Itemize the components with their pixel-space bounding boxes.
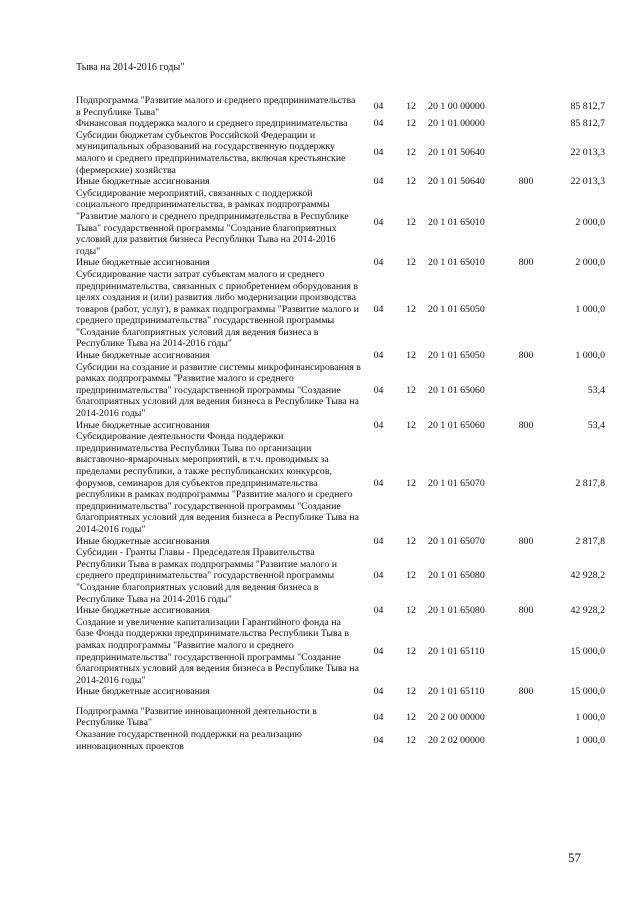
- row-section-code: 04: [373, 350, 384, 362]
- row-target-item-code: 20 1 01 65060: [428, 384, 485, 396]
- row-expense-type-code: 800: [518, 257, 534, 269]
- table-row: [74, 431, 605, 535]
- row-subsection-code: 12: [406, 147, 416, 159]
- row-expense-type-code: [507, 95, 543, 118]
- row-amount: 85 812,7: [570, 118, 605, 130]
- row-target-item-code: 20 1 01 65010: [428, 257, 485, 269]
- row-section-code: 04: [373, 118, 384, 130]
- row-subsection-code: 12: [406, 477, 416, 489]
- row-subsection-code: 12: [406, 419, 416, 431]
- row-section-code: 04: [373, 645, 384, 657]
- row-name: Субсидирование мероприятий, связанных с поддержкой социального предпринимательства, в рамках подпрограммы "Развитие малого и среднего предпринимательства в Республике Тыва" государственной программы "Создание благоприятных условий для развития бизнеса Республики Тыва на 2014-2016 годы": [76, 187, 349, 257]
- row-expense-type-code: [507, 188, 543, 258]
- table-row: [74, 188, 605, 258]
- row-section-code: 04: [373, 100, 384, 112]
- row-amount: 1 000,0: [575, 711, 605, 723]
- row-expense-type-code: 800: [518, 350, 534, 362]
- row-target-item-code: 20 1 01 65050: [428, 350, 485, 362]
- row-target-item-code: 20 1 01 50640: [428, 147, 485, 159]
- row-name: Субсидии на создание и развитие системы микрофинансирования в рамках подпрограммы "Развитие малого и среднего предпринимательства" государственной программы "Создание благоприятных условий для ведения бизнеса в Республике Тыва на 2014-2016 годы": [76, 361, 361, 420]
- row-name: Иные бюджетные ассигнования: [76, 535, 210, 547]
- table-row: [74, 617, 605, 687]
- row-expense-type-code: [507, 547, 543, 605]
- row-name: Иные бюджетные ассигнования: [76, 686, 210, 698]
- row-expense-type-code: [507, 130, 543, 176]
- row-name: Иные бюджетные ассигнования: [76, 350, 210, 362]
- row-name: Создание и увеличение капитализации Гарантийного фонда на базе Фонда поддержки предпринимательства Республики Тыва в рамках подпрограммы "Развитие малого и среднего предпринимательства" государственной программы "Создание благоприятных условий для ведения бизнеса в Республике Тыва на 2014-2016 годы": [76, 616, 359, 686]
- row-target-item-code: 20 1 01 65080: [428, 605, 485, 617]
- row-amount: 1 000,0: [575, 734, 605, 746]
- budget-table: [74, 95, 605, 752]
- table-row: [74, 536, 605, 548]
- row-subsection-code: 12: [406, 176, 416, 188]
- row-amount: 42 928,2: [570, 570, 605, 582]
- row-target-item-code: 20 1 01 65010: [428, 216, 485, 228]
- table-row: [74, 176, 605, 188]
- table-row: [74, 269, 605, 350]
- row-subsection-code: 12: [406, 686, 416, 698]
- row-section-code: 04: [373, 686, 384, 698]
- row-section-code: 04: [373, 570, 384, 582]
- row-name: Субсидии - Гранты Главы - Председателя Правительства Республики Тыва в рамках подпрограммы "Развитие малого и среднего предпринимательства" государственной программы "Создание благоприятных условий для ведения бизнеса в Республике Тыва на 2014-2016 годы": [76, 547, 338, 605]
- row-section-code: 04: [373, 176, 384, 188]
- row-subsection-code: 12: [406, 257, 416, 269]
- row-subsection-code: 12: [406, 570, 416, 582]
- row-section-code: 04: [373, 257, 384, 269]
- row-name: Подпрограмма "Развитие малого и среднего предпринимательства в Республике Тыва": [76, 95, 356, 118]
- table-row: [74, 350, 605, 362]
- row-amount: 42 928,2: [570, 605, 605, 617]
- row-amount: 22 013,3: [570, 147, 605, 159]
- row-amount: 1 000,0: [575, 350, 605, 362]
- table-row: [74, 605, 605, 617]
- row-name: Иные бюджетные ассигнования: [76, 257, 210, 269]
- row-name: Иные бюджетные ассигнования: [76, 419, 210, 431]
- table-row: [74, 729, 605, 752]
- row-expense-type-code: [507, 118, 543, 130]
- row-target-item-code: 20 1 01 50640: [428, 176, 485, 188]
- row-amount: 15 000,0: [570, 645, 605, 657]
- row-target-item-code: 20 1 01 65110: [428, 686, 485, 698]
- row-section-code: 04: [373, 216, 384, 228]
- row-subsection-code: 12: [406, 384, 416, 396]
- row-target-item-code: 20 1 01 65070: [428, 477, 485, 489]
- row-expense-type-code: [507, 698, 543, 729]
- row-expense-type-code: [507, 269, 543, 350]
- row-subsection-code: 12: [406, 216, 416, 228]
- row-section-code: 04: [373, 384, 384, 396]
- row-target-item-code: 20 1 01 65070: [428, 535, 485, 547]
- row-name: Иные бюджетные ассигнования: [76, 176, 210, 188]
- row-amount: 22 013,3: [570, 176, 605, 188]
- row-amount: 15 000,0: [570, 686, 605, 698]
- table-row: [74, 362, 605, 420]
- table-row: [74, 130, 605, 176]
- row-name: Субсидии бюджетам субъектов Российской Федерации и муниципальных образований на государственную поддержку малого и среднего предпринимательства, включая крестьянские (фермерские) хозяйства: [76, 129, 346, 176]
- row-target-item-code: 20 2 00 00000: [428, 711, 485, 723]
- row-target-item-code: 20 1 00 00000: [428, 100, 485, 112]
- row-target-item-code: 20 1 01 65080: [428, 570, 485, 582]
- row-section-code: 04: [373, 303, 384, 315]
- table-row: [74, 118, 605, 130]
- row-target-item-code: 20 1 01 00000: [428, 118, 485, 130]
- row-section-code: 04: [373, 605, 384, 617]
- row-expense-type-code: [507, 729, 543, 752]
- budget-table-body: [74, 95, 605, 752]
- row-amount: 2 817,8: [575, 535, 605, 547]
- row-amount: 53,4: [587, 419, 605, 431]
- page-number: 57: [568, 850, 581, 865]
- row-expense-type-code: 800: [518, 686, 534, 698]
- row-subsection-code: 12: [406, 535, 416, 547]
- row-amount: 85 812,7: [570, 100, 605, 112]
- row-section-code: 04: [373, 477, 384, 489]
- row-expense-type-code: [507, 431, 543, 535]
- row-section-code: 04: [373, 734, 384, 746]
- row-name: Оказание государственной поддержки на реализацию инновационных проектов: [76, 729, 302, 752]
- row-section-code: 04: [373, 147, 384, 159]
- table-row: [74, 698, 605, 729]
- table-row: [74, 95, 605, 118]
- row-subsection-code: 12: [406, 711, 416, 723]
- row-section-code: 04: [373, 711, 384, 723]
- row-amount: 2 000,0: [575, 257, 605, 269]
- row-amount: 1 000,0: [575, 303, 605, 315]
- row-expense-type-code: 800: [518, 419, 534, 431]
- continued-heading: Тыва на 2014-2016 годы": [76, 62, 185, 73]
- row-target-item-code: 20 2 02 00000: [428, 734, 485, 746]
- row-section-code: 04: [373, 419, 384, 431]
- row-expense-type-code: 800: [518, 176, 534, 188]
- row-section-code: 04: [373, 535, 384, 547]
- row-name: Субсидирование части затрат субъектам малого и среднего предпринимательства, связанных с приобретением оборудования в целях создания и (или) развития либо модернизации производства товаров (работ, услуг), в рамках подпрограммы "Развитие малого и среднего предпринимательства" государственной программы "Создание благоприятных условий для ведения бизнеса в Республике Тыва на 2014-2016 годы": [76, 268, 359, 350]
- row-subsection-code: 12: [406, 605, 416, 617]
- row-subsection-code: 12: [406, 118, 416, 130]
- row-target-item-code: 20 1 01 65050: [428, 303, 485, 315]
- row-name: Финансовая поддержка малого и среднего предпринимательства: [76, 118, 348, 130]
- row-subsection-code: 12: [406, 303, 416, 315]
- table-row: [74, 547, 605, 605]
- row-target-item-code: 20 1 01 65110: [428, 645, 485, 657]
- row-amount: 53,4: [587, 384, 605, 396]
- table-row: [74, 257, 605, 269]
- row-name: Подпрограмма "Развитие инновационной деятельности в Республике Тыва": [76, 705, 317, 729]
- row-subsection-code: 12: [406, 734, 416, 746]
- row-name: Иные бюджетные ассигнования: [76, 605, 210, 617]
- row-name: Субсидирование деятельности Фонда поддержки предпринимательства Республики Тыва по организации выставочно-ярмарочных мероприятий, в т.ч. проводимых за пределами республики, а также республиканских конкурсов, форумов, семинаров для субъектов предпринимательства республики в рамках подпрограммы "Развитие малого и среднего предпринимательства" государственной программы "Создание благоприятных условий для ведения бизнеса в Республике Тыва на 2014-2016 годы": [76, 431, 359, 535]
- row-expense-type-code: 800: [518, 605, 534, 617]
- row-expense-type-code: [507, 617, 543, 687]
- row-expense-type-code: [507, 362, 543, 420]
- table-row: [74, 420, 605, 432]
- table-row: [74, 686, 605, 698]
- row-subsection-code: 12: [406, 100, 416, 112]
- row-target-item-code: 20 1 01 65060: [428, 419, 485, 431]
- row-subsection-code: 12: [406, 350, 416, 362]
- row-amount: 2 000,0: [575, 216, 605, 228]
- row-subsection-code: 12: [406, 645, 416, 657]
- row-amount: 2 817,8: [575, 477, 605, 489]
- row-expense-type-code: 800: [518, 535, 534, 547]
